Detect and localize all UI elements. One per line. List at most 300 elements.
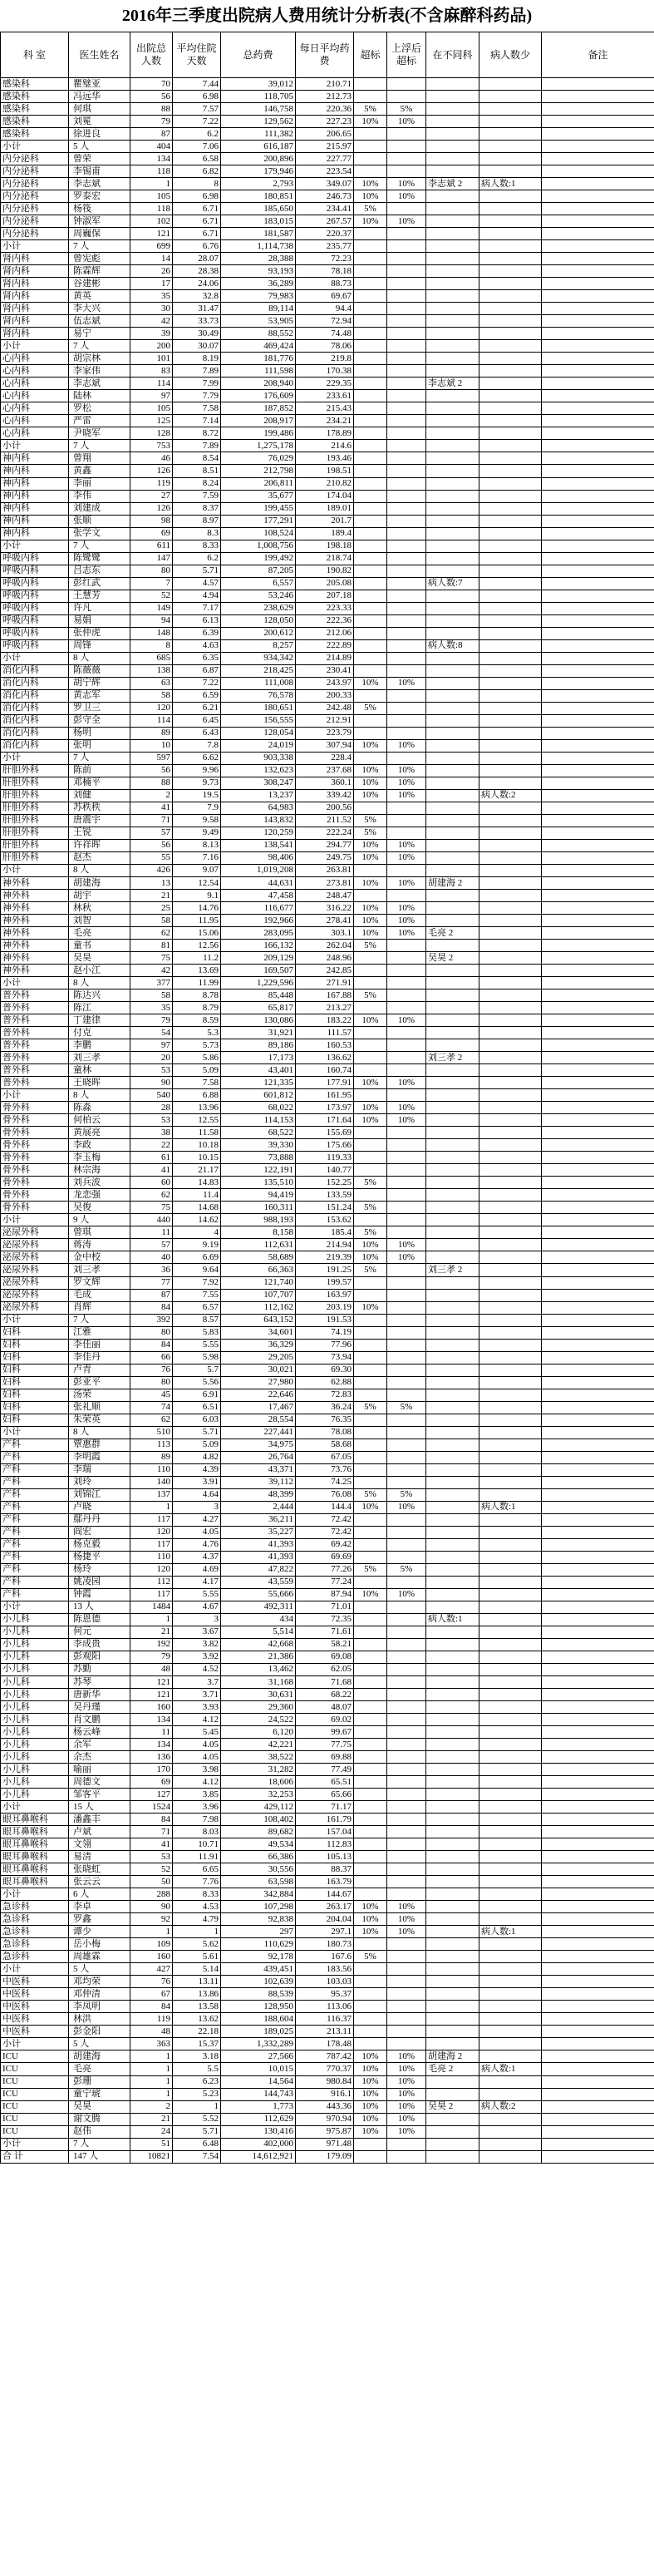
table-row <box>1 1276 654 1289</box>
cell-daily-drug: 160.53 <box>296 1039 354 1052</box>
cell-discharged: 10821 <box>130 2150 173 2163</box>
table-row <box>1 839 654 851</box>
cell-discharged: 117 <box>130 1588 173 1601</box>
cell-daily-drug: 69.30 <box>296 1364 354 1376</box>
cell-few-patients <box>479 427 542 440</box>
cell-total-drug: 26,764 <box>221 1451 296 1463</box>
cell-over <box>354 1064 387 1077</box>
header-discharged: 出院总人数 <box>130 32 173 78</box>
cell-avg-days: 5.3 <box>173 1027 221 1039</box>
cell-over-float <box>387 1463 426 1476</box>
cell-doctor: 5 人 <box>69 2038 130 2050</box>
cell-daily-drug: 307.94 <box>296 739 354 752</box>
cell-discharged: 70 <box>130 78 173 91</box>
cell-over-float <box>387 802 426 814</box>
cell-daily-drug: 174.04 <box>296 490 354 502</box>
table-row <box>1 128 654 141</box>
cell-over <box>354 365 387 378</box>
table-row <box>1 2075 654 2088</box>
cell-doctor: 吴昊 <box>69 2100 130 2113</box>
cell-notes <box>542 977 654 989</box>
page-title: 2016年三季度出院病人费用统计分析表(不含麻醉科药品) <box>121 7 533 25</box>
cell-other-dept <box>426 1789 479 1801</box>
cell-doctor: 吴俊 <box>69 1202 130 1214</box>
cell-other-dept <box>426 1202 479 1214</box>
cell-avg-days: 7.14 <box>173 415 221 427</box>
cell-notes <box>542 739 654 752</box>
cell-dept: 妇科 <box>1 1376 69 1389</box>
cell-dept: ICU <box>1 2113 69 2125</box>
cell-discharged: 80 <box>130 1376 173 1389</box>
cell-dept: 骨外科 <box>1 1202 69 1214</box>
cell-over <box>354 614 387 627</box>
cell-other-dept <box>426 1426 479 1439</box>
cell-daily-drug: 140.77 <box>296 1164 354 1177</box>
cell-over-float <box>387 540 426 552</box>
cell-over <box>354 465 387 477</box>
cell-notes <box>542 2050 654 2063</box>
cell-over-float: 10% <box>387 789 426 802</box>
cell-notes <box>542 1576 654 1588</box>
cell-over-float <box>387 1177 426 1189</box>
cell-total-drug: 31,282 <box>221 1764 296 1776</box>
cell-dept: 中医科 <box>1 1976 69 1988</box>
cell-daily-drug: 263.17 <box>296 1901 354 1913</box>
cell-over-float <box>387 1301 426 1314</box>
cell-dept: 产科 <box>1 1513 69 1526</box>
cell-discharged: 118 <box>130 203 173 215</box>
cell-avg-days: 13.62 <box>173 2013 221 2026</box>
cell-over-float <box>387 590 426 602</box>
cell-daily-drug: 297.1 <box>296 1926 354 1938</box>
cell-total-drug: 43,401 <box>221 1064 296 1077</box>
cell-discharged: 41 <box>130 1164 173 1177</box>
cell-total-drug: 42,221 <box>221 1739 296 1751</box>
cell-few-patients <box>479 2013 542 2026</box>
cell-dept: 内分泌科 <box>1 153 69 165</box>
cell-over <box>354 1888 387 1901</box>
table-row <box>1 1826 654 1838</box>
cell-dept: ICU <box>1 2050 69 2063</box>
cell-notes <box>542 940 654 952</box>
cell-avg-days: 7.9 <box>173 802 221 814</box>
cell-dept: 普外科 <box>1 1052 69 1064</box>
cell-total-drug: 199,455 <box>221 502 296 515</box>
table-row <box>1 1789 654 1801</box>
cell-doctor: 童书 <box>69 940 130 952</box>
table-row <box>1 702 654 714</box>
cell-notes <box>542 1439 654 1451</box>
cell-discharged: 84 <box>130 2001 173 2013</box>
cell-other-dept <box>426 764 479 777</box>
cell-avg-days: 28.07 <box>173 253 221 265</box>
cell-few-patients <box>479 1214 542 1226</box>
table-row <box>1 1689 654 1701</box>
cell-other-dept <box>426 1451 479 1463</box>
cell-discharged: 94 <box>130 614 173 627</box>
cell-dept: 泌尿外科 <box>1 1276 69 1289</box>
cell-avg-days: 7.54 <box>173 2150 221 2163</box>
table-row <box>1 1764 654 1776</box>
cell-few-patients <box>479 1014 542 1027</box>
cell-doctor: 李大兴 <box>69 303 130 315</box>
cell-over: 5% <box>354 702 387 714</box>
table-row <box>1 1301 654 1314</box>
cell-over-float <box>387 390 426 402</box>
table-row <box>1 2001 654 2013</box>
cell-total-drug: 41,393 <box>221 1538 296 1551</box>
cell-over <box>354 2150 387 2163</box>
cell-dept: 小儿科 <box>1 1739 69 1751</box>
subtotal-row <box>1 752 654 764</box>
cell-notes <box>542 877 654 890</box>
cell-notes <box>542 1339 654 1351</box>
cell-other-dept <box>426 1651 479 1663</box>
cell-notes <box>542 1451 654 1463</box>
cell-other-dept <box>426 2026 479 2038</box>
cell-few-patients <box>479 2050 542 2063</box>
cell-few-patients <box>479 2138 542 2150</box>
cell-over-float <box>387 165 426 178</box>
cell-notes <box>542 552 654 565</box>
cell-discharged: 84 <box>130 1301 173 1314</box>
header-daily-drug: 每日平均药费 <box>296 32 354 78</box>
cell-over-float <box>387 1601 426 1613</box>
cell-daily-drug: 160.74 <box>296 1064 354 1077</box>
cell-discharged: 90 <box>130 1901 173 1913</box>
cell-notes <box>542 602 654 614</box>
cell-daily-drug: 230.41 <box>296 664 354 677</box>
cell-doctor: 黄英 <box>69 290 130 303</box>
cell-daily-drug: 211.52 <box>296 814 354 827</box>
cell-other-dept <box>426 827 479 839</box>
table-row <box>1 1739 654 1751</box>
cell-discharged: 118 <box>130 165 173 178</box>
cell-total-drug: 402,000 <box>221 2138 296 2150</box>
cell-over-float <box>387 490 426 502</box>
table-row <box>1 1913 654 1926</box>
cell-avg-days: 4.94 <box>173 590 221 602</box>
subtotal-row <box>1 1314 654 1326</box>
cell-over: 10% <box>354 178 387 190</box>
cell-daily-drug: 72.42 <box>296 1526 354 1538</box>
cell-notes <box>542 802 654 814</box>
cell-avg-days: 6.69 <box>173 1251 221 1264</box>
cell-over: 5% <box>354 1563 387 1576</box>
cell-over <box>354 2138 387 2150</box>
cell-doctor: 杨云峰 <box>69 1726 130 1739</box>
cell-other-dept <box>426 1476 479 1488</box>
table-row <box>1 602 654 614</box>
cell-over <box>354 1976 387 1988</box>
cell-over <box>354 1039 387 1052</box>
cell-avg-days: 3 <box>173 1613 221 1626</box>
table-row <box>1 1576 654 1588</box>
cell-notes <box>542 1851 654 1863</box>
cell-notes <box>542 902 654 915</box>
cell-discharged: 52 <box>130 590 173 602</box>
cell-few-patients <box>479 465 542 477</box>
cell-daily-drug: 200.33 <box>296 689 354 702</box>
cell-few-patients <box>479 253 542 265</box>
cell-avg-days: 7.16 <box>173 851 221 864</box>
cell-total-drug: 36,289 <box>221 278 296 290</box>
cell-notes <box>542 215 654 228</box>
table-row <box>1 1127 654 1139</box>
table-row <box>1 1289 654 1301</box>
cell-avg-days: 7.17 <box>173 602 221 614</box>
cell-discharged: 611 <box>130 540 173 552</box>
cell-dept: 小计 <box>1 1601 69 1613</box>
cell-other-dept <box>426 1814 479 1826</box>
table-row <box>1 490 654 502</box>
cell-doctor: 刘兵波 <box>69 1177 130 1189</box>
cell-dept: 产科 <box>1 1476 69 1488</box>
cell-other-dept <box>426 1976 479 1988</box>
cell-total-drug: 156,555 <box>221 714 296 727</box>
cell-over-float <box>387 1764 426 1776</box>
cell-dept: 肝胆外科 <box>1 827 69 839</box>
cell-daily-drug: 198.51 <box>296 465 354 477</box>
cell-few-patients <box>479 714 542 727</box>
cell-daily-drug: 155.69 <box>296 1127 354 1139</box>
cell-other-dept <box>426 265 479 278</box>
cell-daily-drug: 970.94 <box>296 2113 354 2125</box>
table-row <box>1 1926 654 1938</box>
cell-total-drug: 988,193 <box>221 1214 296 1226</box>
cell-notes <box>542 2138 654 2150</box>
cell-few-patients <box>479 2038 542 2050</box>
cell-over <box>354 1463 387 1476</box>
cell-few-patients <box>479 515 542 527</box>
cell-notes <box>542 789 654 802</box>
cell-doctor: 李佳丹 <box>69 1351 130 1364</box>
table-row <box>1 627 654 639</box>
cell-over-float <box>387 1613 426 1626</box>
cell-over-float <box>387 565 426 577</box>
cell-other-dept <box>426 1601 479 1613</box>
cell-few-patients <box>479 378 542 390</box>
cell-discharged: 136 <box>130 1751 173 1764</box>
cell-notes <box>542 1739 654 1751</box>
cell-discharged: 60 <box>130 1177 173 1189</box>
cell-few-patients <box>479 1314 542 1326</box>
cell-other-dept <box>426 1764 479 1776</box>
cell-daily-drug: 78.08 <box>296 1426 354 1439</box>
cell-over <box>354 1139 387 1152</box>
cell-few-patients <box>479 1626 542 1638</box>
cell-over: 10% <box>354 902 387 915</box>
cell-discharged: 114 <box>130 714 173 727</box>
cell-avg-days: 15.37 <box>173 2038 221 2050</box>
cell-few-patients <box>479 1576 542 1588</box>
cell-over <box>354 253 387 265</box>
cell-dept: 眼耳鼻喉科 <box>1 1851 69 1863</box>
cell-dept: 内分泌科 <box>1 178 69 190</box>
cell-discharged: 121 <box>130 1676 173 1689</box>
cell-discharged: 27 <box>130 490 173 502</box>
cell-over <box>354 427 387 440</box>
cell-other-dept <box>426 1289 479 1301</box>
cell-over-float <box>387 1951 426 1963</box>
cell-doctor: 陈鹭鹭 <box>69 552 130 565</box>
cell-avg-days: 13.69 <box>173 965 221 977</box>
cell-doctor: 肖文鹏 <box>69 1714 130 1726</box>
cell-doctor: 邓均荣 <box>69 1976 130 1988</box>
cell-notes <box>542 752 654 764</box>
cell-notes <box>542 1127 654 1139</box>
cell-dept: 泌尿外科 <box>1 1239 69 1251</box>
cell-notes <box>542 1714 654 1726</box>
cell-few-patients <box>479 689 542 702</box>
cell-daily-drug: 78.06 <box>296 340 354 353</box>
cell-other-dept <box>426 702 479 714</box>
cell-few-patients <box>479 228 542 240</box>
cell-total-drug: 199,492 <box>221 552 296 565</box>
cell-over <box>354 1314 387 1326</box>
cell-doctor: 刘三孝 <box>69 1264 130 1276</box>
cell-avg-days: 8.97 <box>173 515 221 527</box>
cell-total-drug: 6,557 <box>221 577 296 590</box>
cell-dept: 小计 <box>1 440 69 452</box>
cell-avg-days: 6.58 <box>173 153 221 165</box>
cell-dept: 呼吸内科 <box>1 627 69 639</box>
cell-notes <box>542 2038 654 2050</box>
cell-few-patients <box>479 1776 542 1789</box>
cell-dept: 感染科 <box>1 78 69 91</box>
cell-daily-drug: 87.94 <box>296 1588 354 1601</box>
cell-dept: ICU <box>1 2100 69 2113</box>
table-row <box>1 1239 654 1251</box>
cell-notes <box>542 203 654 215</box>
cell-dept: 小儿科 <box>1 1764 69 1776</box>
cell-doctor: 彭观阳 <box>69 1651 130 1663</box>
cell-few-patients <box>479 777 542 789</box>
cell-dept: 小儿科 <box>1 1638 69 1651</box>
cell-discharged: 71 <box>130 1826 173 1838</box>
cell-over-float <box>387 1638 426 1651</box>
cell-total-drug: 122,191 <box>221 1164 296 1177</box>
cell-discharged: 97 <box>130 1039 173 1052</box>
cell-few-patients <box>479 1127 542 1139</box>
cell-few-patients <box>479 1838 542 1851</box>
cell-over <box>354 565 387 577</box>
cell-discharged: 79 <box>130 1014 173 1027</box>
cell-total-drug: 89,114 <box>221 303 296 315</box>
table-row <box>1 1064 654 1077</box>
cell-daily-drug: 980.84 <box>296 2075 354 2088</box>
table-row <box>1 1776 654 1789</box>
cell-discharged: 134 <box>130 153 173 165</box>
cell-avg-days: 4.39 <box>173 1463 221 1476</box>
cell-notes <box>542 1226 654 1239</box>
cell-notes <box>542 1988 654 2001</box>
cell-other-dept <box>426 590 479 602</box>
cell-discharged: 56 <box>130 764 173 777</box>
cell-avg-days: 4.12 <box>173 1776 221 1789</box>
cell-over-float <box>387 1651 426 1663</box>
cell-other-dept <box>426 1851 479 1863</box>
cell-avg-days: 4.05 <box>173 1739 221 1751</box>
cell-discharged: 377 <box>130 977 173 989</box>
cell-doctor: 8 人 <box>69 1089 130 1102</box>
cell-over-float <box>387 577 426 590</box>
cell-doctor: 陈霖辉 <box>69 265 130 278</box>
cell-few-patients <box>479 677 542 689</box>
cell-discharged: 1 <box>130 2050 173 2063</box>
cell-over: 10% <box>354 839 387 851</box>
cell-total-drug: 13,462 <box>221 1663 296 1675</box>
cell-notes <box>542 1901 654 1913</box>
cell-other-dept <box>426 1077 479 1089</box>
cell-over-float <box>387 1551 426 1563</box>
cell-dept: 感染科 <box>1 103 69 116</box>
cell-avg-days: 9.64 <box>173 1264 221 1276</box>
cell-discharged: 88 <box>130 777 173 789</box>
cell-discharged: 61 <box>130 1152 173 1164</box>
cell-over: 10% <box>354 1913 387 1926</box>
cell-over-float <box>387 2138 426 2150</box>
cell-other-dept <box>426 1938 479 1951</box>
cell-dept: 神外科 <box>1 952 69 965</box>
table-row <box>1 1701 654 1714</box>
cell-over-float <box>387 527 426 540</box>
cell-doctor: 姚凌园 <box>69 1576 130 1588</box>
cell-other-dept <box>426 440 479 452</box>
cell-total-drug: 179,946 <box>221 165 296 178</box>
cell-over <box>354 1426 387 1439</box>
cell-total-drug: 73,888 <box>221 1152 296 1164</box>
cell-daily-drug: 65.51 <box>296 1776 354 1789</box>
cell-total-drug: 38,522 <box>221 1751 296 1764</box>
cell-dept: 心内科 <box>1 427 69 440</box>
cell-total-drug: 130,086 <box>221 1014 296 1027</box>
cell-avg-days: 5.98 <box>173 1351 221 1364</box>
cell-dept: 感染科 <box>1 128 69 141</box>
cell-over-float <box>387 502 426 515</box>
cell-dept: 小计 <box>1 141 69 153</box>
cell-dept: 神外科 <box>1 927 69 940</box>
cell-over-float <box>387 2001 426 2013</box>
cell-other-dept <box>426 1663 479 1675</box>
cell-over <box>354 91 387 103</box>
cell-other-dept <box>426 1376 479 1389</box>
cell-notes <box>542 890 654 902</box>
cell-discharged: 45 <box>130 1389 173 1401</box>
table-row <box>1 1326 654 1339</box>
cell-avg-days: 8.37 <box>173 502 221 515</box>
cell-few-patients <box>479 2026 542 2038</box>
cell-total-drug: 200,896 <box>221 153 296 165</box>
cell-dept: 小儿科 <box>1 1689 69 1701</box>
table-row <box>1 1613 654 1626</box>
table-row <box>1 739 654 752</box>
cell-dept: 骨外科 <box>1 1114 69 1127</box>
cell-other-dept <box>426 1676 479 1689</box>
cell-discharged: 30 <box>130 303 173 315</box>
cell-dept: 妇科 <box>1 1351 69 1364</box>
cell-few-patients <box>479 1264 542 1276</box>
cell-few-patients <box>479 1689 542 1701</box>
cell-daily-drug: 161.79 <box>296 1814 354 1826</box>
cell-avg-days: 3.18 <box>173 2050 221 2063</box>
cell-avg-days: 5.62 <box>173 1938 221 1951</box>
cell-notes <box>542 1389 654 1401</box>
cell-discharged: 71 <box>130 814 173 827</box>
cell-other-dept <box>426 864 479 876</box>
cell-avg-days: 8.51 <box>173 465 221 477</box>
cell-dept: 小计 <box>1 1089 69 1102</box>
